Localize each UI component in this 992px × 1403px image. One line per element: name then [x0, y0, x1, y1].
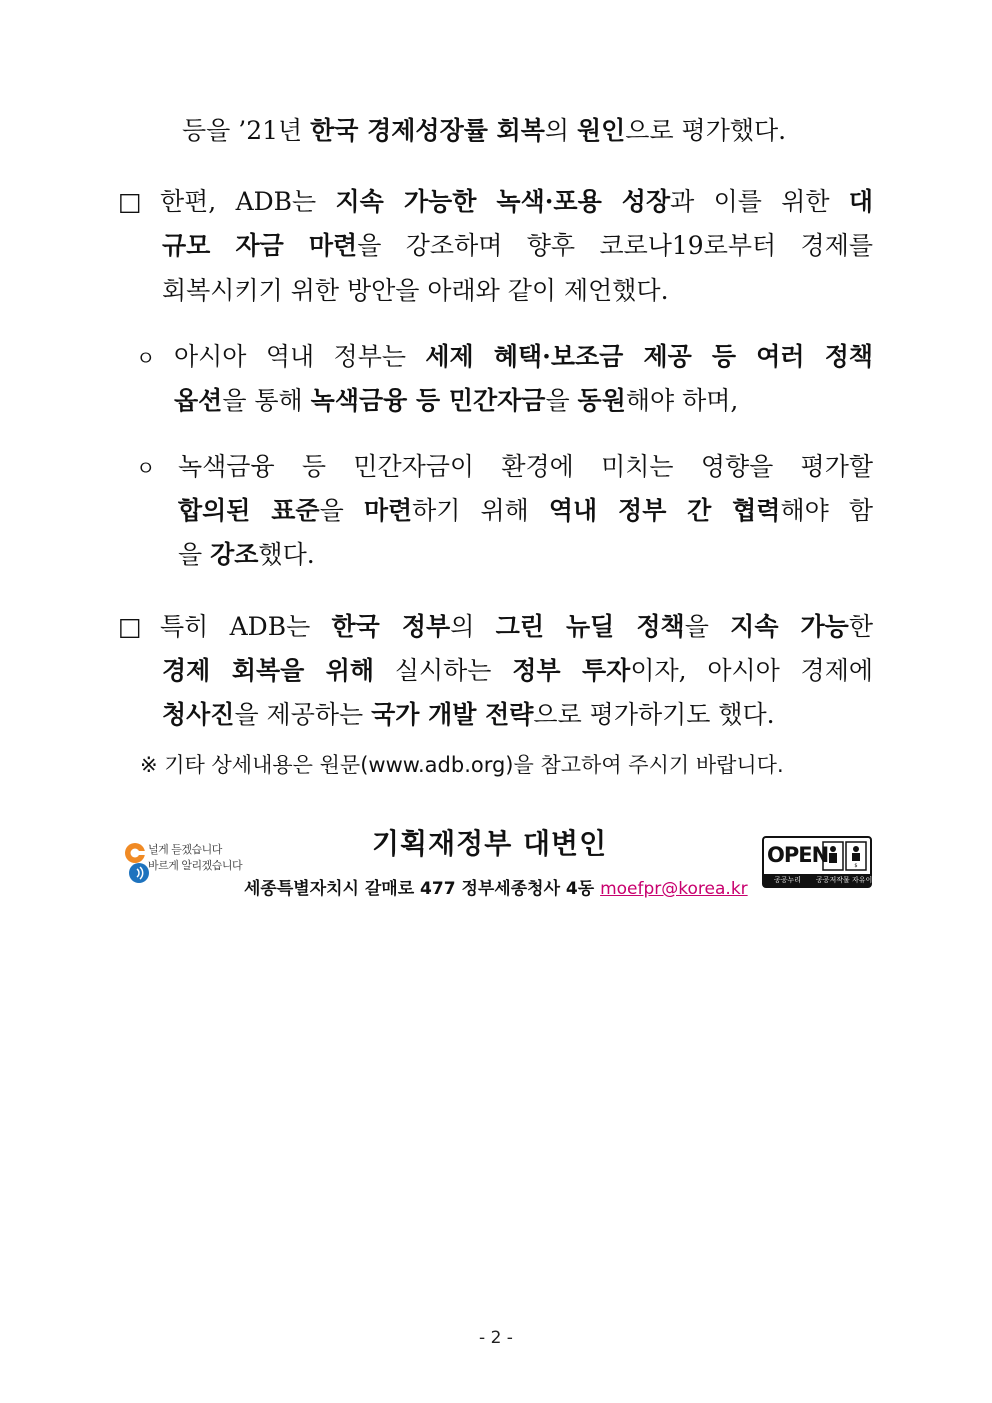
- text: 해야 하며,: [625, 386, 739, 415]
- slogan-line-2: 바르게 알리겠습니다: [148, 859, 243, 872]
- text: 이자, 아시아 경제에: [630, 656, 874, 685]
- paragraph-2-line-2: [162, 654, 873, 688]
- emphasis: 강조: [210, 540, 259, 569]
- sub-2-line-2: [178, 494, 873, 528]
- paragraph-1-line-1: [160, 185, 873, 219]
- badge-bar-left-text: 공공누리: [774, 876, 802, 884]
- paragraph-2-line-3: [162, 698, 775, 732]
- sub-2-line-3: [178, 538, 315, 572]
- text: 의: [450, 612, 496, 641]
- open-badge-bar: [764, 874, 893, 886]
- text: 했다.: [258, 540, 315, 569]
- text: 하기 위해: [412, 496, 549, 525]
- circle-bullet-icon: ㅇ: [136, 346, 156, 370]
- license-conditions-icon: [822, 841, 868, 871]
- svg-text:$: $: [854, 863, 858, 869]
- footer-title: 기획재정부 대변인: [372, 827, 608, 860]
- emphasis: 세제 혜택·보조금 제공 등 여러 정책: [425, 342, 873, 371]
- text: 해야 함: [780, 496, 873, 525]
- emphasis: 정부 투자: [512, 656, 631, 685]
- address-text: 세종특별자치시 갈매로 477 정부세종청사 4동: [244, 879, 601, 899]
- paragraph-2-bullet: [118, 610, 142, 644]
- emphasis: 규모 자금 마련: [162, 231, 358, 260]
- circle-bullet-icon: ㅇ: [136, 456, 156, 480]
- page-number: - 2 -: [479, 1328, 513, 1348]
- text: 회복시키기 위한 방안을 아래와 같이 제언했다.: [162, 276, 669, 305]
- text: 을 통해: [222, 386, 311, 415]
- text: 등을 ’21년: [182, 116, 311, 145]
- text: 한: [848, 612, 873, 641]
- emphasis: 지속 가능: [730, 612, 849, 641]
- text: 을: [684, 612, 731, 641]
- emphasis: 대: [848, 187, 874, 216]
- text: 을 제공하는: [234, 700, 372, 729]
- ministry-slogan-logo: [124, 836, 254, 888]
- text: 특히 ADB는: [160, 612, 332, 641]
- emphasis: 청사진: [162, 700, 235, 729]
- emphasis: 국가 개발 전략: [371, 700, 534, 729]
- emphasis: 경제 회복을 위해: [162, 656, 375, 685]
- text: 녹색금융 등 민간자금이 환경에 미치는 영향을 평가할: [178, 452, 873, 481]
- emphasis: 옵션: [174, 386, 223, 415]
- sub-2-line-1: [178, 450, 873, 484]
- square-bullet-icon: □: [118, 612, 142, 641]
- paragraph-1-line-2: [162, 229, 873, 263]
- paragraph-1-line-3: [162, 274, 669, 308]
- email-link[interactable]: moefpr@korea.kr: [600, 879, 748, 899]
- sub-1-line-2: [174, 384, 738, 418]
- text: 의: [544, 116, 577, 145]
- text: 실시하는: [374, 656, 513, 685]
- text: 을 강조하며 향후 코로나19로부터 경제를: [357, 231, 874, 260]
- paragraph-0-line-1: [182, 114, 786, 148]
- open-license-badge: [762, 836, 893, 888]
- emphasis: 마련: [363, 496, 413, 525]
- sub-2-bullet: [136, 450, 155, 485]
- emphasis: 그린 뉴딜 정책: [495, 612, 685, 641]
- paragraph-1-bullet: [118, 185, 142, 219]
- paragraph-2-line-1: [160, 610, 873, 644]
- open-label: OPEN: [767, 843, 829, 867]
- emphasis: 녹색금융 등 민간자금: [310, 386, 546, 415]
- emphasis: 한국 경제성장률 회복: [310, 116, 545, 145]
- text: 을: [545, 386, 578, 415]
- text: 을: [178, 540, 211, 569]
- emphasis: 동원: [577, 386, 626, 415]
- text: 한편, ADB는: [160, 187, 336, 216]
- text: 아시아 역내 정부는: [174, 342, 426, 371]
- sub-1-line-1: [174, 340, 873, 374]
- footer-address: [244, 874, 748, 899]
- slogan-logo-icon: [124, 838, 150, 886]
- emphasis: 합의된 표준: [178, 496, 320, 525]
- sub-1-bullet: [136, 340, 155, 375]
- text: 을: [319, 496, 364, 525]
- emphasis: 역내 정부 간 협력: [548, 496, 781, 525]
- text: 과 이를 위한: [670, 187, 849, 216]
- emphasis: 지속 가능한 녹색·포용 성장: [335, 187, 671, 216]
- badge-bar-right-text: 공공저작물 자유이용허락: [816, 876, 893, 884]
- square-bullet-icon: □: [118, 187, 142, 216]
- reference-note: ※ 기타 상세내용은 원문(www.adb.org)을 참고하여 주시기 바랍니다.: [140, 753, 784, 777]
- slogan-line-1: 널게 듣겠습니다: [148, 843, 222, 856]
- emphasis: 한국 정부: [331, 612, 451, 641]
- emphasis: 원인: [576, 116, 626, 145]
- text: 으로 평가하기도 했다.: [533, 700, 775, 729]
- text: 으로 평가했다.: [625, 116, 787, 145]
